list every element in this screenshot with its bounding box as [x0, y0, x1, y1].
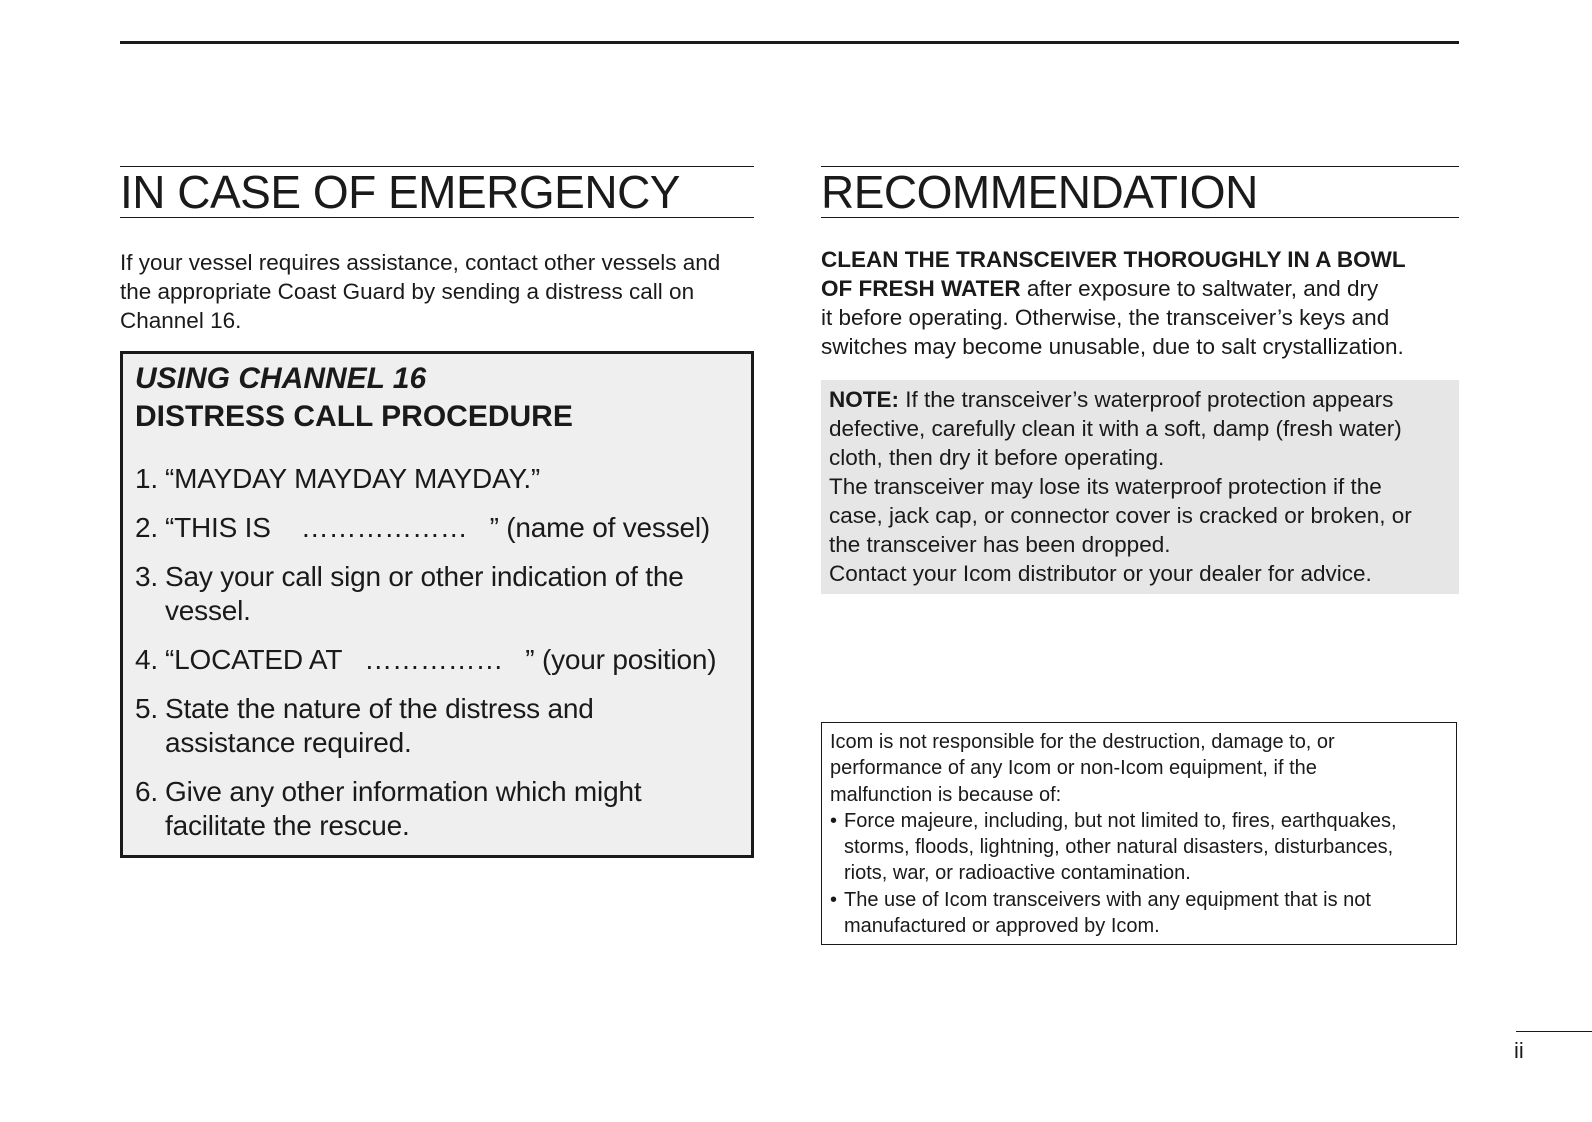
step-number: 1.: [135, 463, 158, 494]
bullet-line: riots, war, or radioactive contamination.: [844, 862, 1191, 885]
blank-dots: ……………: [364, 644, 504, 675]
bullet-line: The use of Icom transceivers with any equipment that is not: [844, 888, 1371, 911]
step-suffix: ” (name of vessel): [489, 512, 711, 543]
footer-rule: [1516, 1031, 1592, 1032]
step-line: Give any other information which might: [165, 776, 642, 807]
note-text: defective, carefully clean it with a soft, damp (fresh water): [829, 416, 1402, 441]
step-suffix: ” (your position): [525, 644, 717, 675]
procedure-heading-title: DISTRESS CALL PROCEDURE: [135, 400, 573, 433]
distress-procedure-box: [120, 351, 754, 858]
cleaning-text: it before operating. Otherwise, the transceiver’s keys and: [821, 305, 1390, 330]
disclaimer-line: performance of any Icom or non-Icom equipment, if the: [830, 757, 1317, 780]
step-line: facilitate the rescue.: [165, 810, 410, 841]
header-rule: [120, 41, 1459, 44]
note-text: If the transceiver’s waterproof protection appears: [899, 387, 1394, 412]
emergency-intro: [120, 248, 754, 335]
step-number: 6.: [135, 776, 158, 807]
step-text: [165, 692, 739, 760]
step-line: State the nature of the distress and: [165, 693, 594, 724]
emergency-title: IN CASE OF EMERGENCY: [120, 166, 754, 218]
page-number: ii: [1514, 1038, 1524, 1063]
cleaning-text: switches may become unusable, due to salt crystallization.: [821, 334, 1404, 359]
procedure-step: [135, 692, 739, 760]
note-text: case, jack cap, or connector cover is cracked or broken, or: [829, 503, 1412, 528]
cleaning-instructions: [821, 245, 1459, 361]
step-text: [165, 511, 739, 545]
procedure-steps: [135, 462, 739, 843]
step-text: [165, 560, 739, 628]
disclaimer-line: malfunction is because of:: [830, 783, 1062, 806]
intro-line: Channel 16.: [120, 308, 242, 333]
step-prefix: “THIS IS: [165, 512, 271, 543]
recommendation-title: RECOMMENDATION: [821, 166, 1459, 218]
cleaning-text: after exposure to saltwater, and dry: [1020, 276, 1379, 301]
procedure-step: [135, 560, 739, 628]
bullet-line: manufactured or approved by Icom.: [844, 915, 1160, 938]
cleaning-emphasis: CLEAN THE TRANSCEIVER THOROUGHLY IN A BOWL: [821, 247, 1406, 272]
step-number: 3.: [135, 561, 158, 592]
bullet-line: storms, floods, lightning, other natural disasters, disturbances,: [844, 836, 1394, 859]
procedure-step: [135, 462, 739, 496]
step-line: vessel.: [165, 595, 251, 626]
note-text: The transceiver may lose its waterproof protection if the: [829, 474, 1382, 499]
procedure-step: [135, 775, 739, 843]
bullet-text: [844, 808, 1397, 887]
note-text: Contact your Icom distributor or your dealer for advice.: [829, 561, 1372, 586]
note-text: cloth, then dry it before operating.: [829, 445, 1165, 470]
note-label: NOTE:: [829, 387, 899, 412]
step-text: [165, 643, 739, 677]
procedure-step: [135, 643, 739, 677]
bullet-symbol: •: [830, 888, 838, 911]
step-text: [165, 775, 739, 843]
bullet-text: [844, 887, 1371, 940]
step-line: assistance required.: [165, 727, 412, 758]
note-text: the transceiver has been dropped.: [829, 532, 1171, 557]
step-line: Say your call sign or other indication of the: [165, 561, 684, 592]
step-number: 4.: [135, 644, 158, 675]
bullet-line: Force majeure, including, but not limited to, fires, earthquakes,: [844, 809, 1397, 832]
disclaimer-bullet: [830, 887, 1448, 940]
procedure-step: [135, 511, 739, 545]
intro-line: the appropriate Coast Guard by sending a distress call on: [120, 279, 695, 304]
procedure-heading-channel: USING CHANNEL 16: [135, 362, 427, 395]
disclaimer-line: Icom is not responsible for the destruction, damage to, or: [830, 731, 1335, 753]
note-box: [821, 380, 1459, 594]
cleaning-emphasis: OF FRESH WATER: [821, 276, 1021, 301]
blank-dots: ………………: [300, 512, 468, 543]
disclaimer-bullet: [830, 808, 1448, 887]
disclaimer-box: [821, 722, 1457, 945]
procedure-heading: [135, 360, 739, 436]
recommendation-section: [821, 166, 1459, 594]
step-prefix: “LOCATED AT: [165, 644, 343, 675]
step-number: 2.: [135, 512, 158, 543]
emergency-section: [120, 166, 754, 858]
step-number: 5.: [135, 693, 158, 724]
intro-line: If your vessel requires assistance, contact other vessels and: [120, 250, 721, 275]
bullet-symbol: •: [830, 809, 838, 832]
step-text: “MAYDAY MAYDAY MAYDAY.”: [165, 463, 541, 494]
